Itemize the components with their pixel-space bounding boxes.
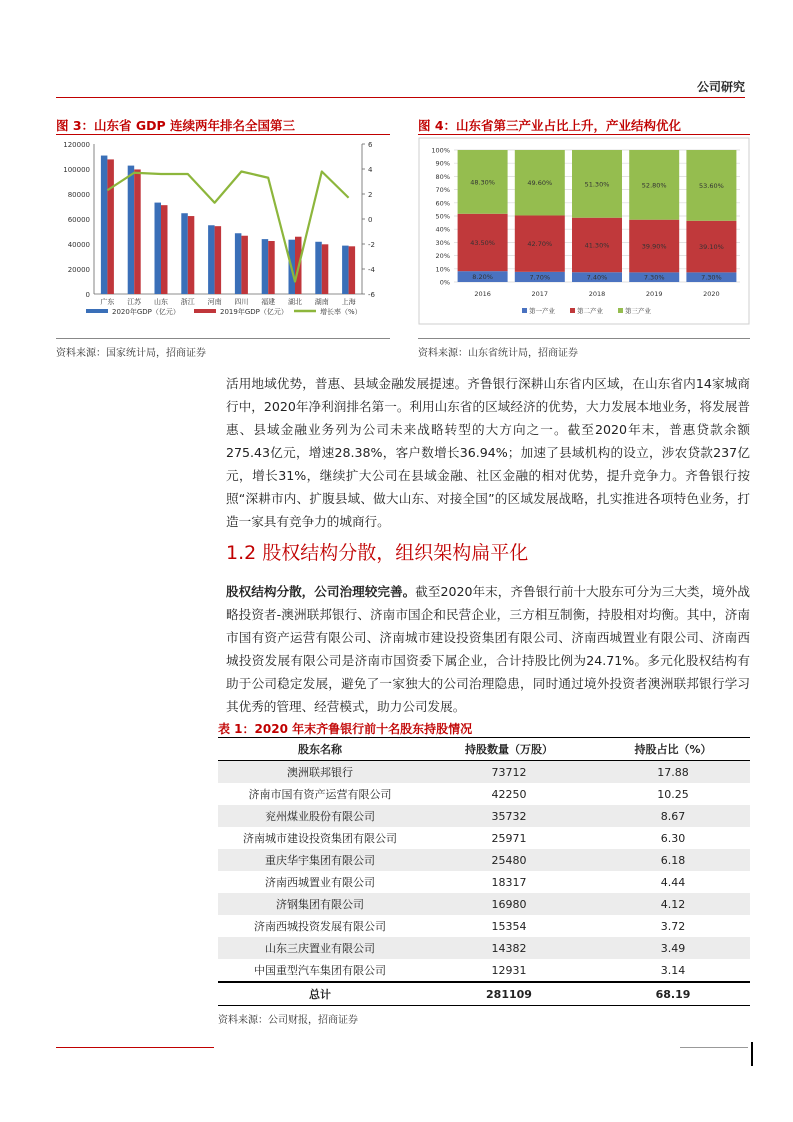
cell-name: 济南西城置业有限公司	[218, 871, 422, 893]
cell-ratio: 4.12	[596, 893, 750, 915]
legend-label: 增长率（%）	[320, 308, 362, 316]
segment-data-label: 49.60%	[527, 179, 553, 188]
figure3-growth-line	[107, 172, 348, 282]
x-tick-label: 四川	[234, 298, 249, 306]
segment-data-label: 8.20%	[472, 273, 493, 282]
x-tick-label: 浙江	[180, 298, 195, 306]
figure3-source-rule	[56, 338, 390, 339]
bar-2019	[322, 244, 329, 294]
cell-shares: 18317	[422, 871, 596, 893]
cell-name: 济南城市建设投资集团有限公司	[218, 827, 422, 849]
bar-2019	[215, 226, 222, 294]
bar-2020	[235, 233, 242, 294]
col-header-name: 股东名称	[218, 738, 422, 761]
cell-name: 山东三庆置业有限公司	[218, 937, 422, 959]
x-tick-label: 湖南	[314, 298, 329, 306]
bar-2020	[342, 246, 349, 294]
legend-label: 第一产业	[529, 307, 555, 315]
footer-left-rule	[56, 1047, 214, 1048]
x-tick-label: 广东	[100, 298, 115, 306]
total-shares: 281109	[422, 982, 596, 1006]
y-left-tick-label: 100000	[63, 166, 90, 174]
growth-rate-line	[107, 172, 348, 282]
segment-data-label: 52.80%	[641, 181, 667, 190]
table-row	[218, 959, 750, 982]
cell-shares: 42250	[422, 783, 596, 805]
cell-shares: 14382	[422, 937, 596, 959]
table-row	[218, 805, 750, 827]
table-row	[218, 827, 750, 849]
legend-swatch	[570, 308, 575, 313]
cell-shares: 25480	[422, 849, 596, 871]
table-row	[218, 849, 750, 871]
y-tick-label: 100%	[431, 146, 450, 155]
total-ratio: 68.19	[596, 982, 750, 1006]
cell-name: 兖州煤业股份有限公司	[218, 805, 422, 827]
cell-name: 济南市国有资产运营有限公司	[218, 783, 422, 805]
figure4-bars	[458, 150, 737, 282]
y-right-tick-label: -4	[368, 266, 375, 274]
table1-title: 表 1：2020 年末齐鲁银行前十名股东持股情况	[218, 722, 473, 736]
figure4-chart	[418, 136, 750, 326]
shareholders-table	[218, 737, 750, 1006]
cell-shares: 16980	[422, 893, 596, 915]
table-row	[218, 761, 750, 784]
bar-2020	[101, 156, 108, 294]
bar-2019	[107, 159, 114, 294]
table-row	[218, 871, 750, 893]
y-tick-label: 30%	[435, 238, 450, 247]
cell-shares: 15354	[422, 915, 596, 937]
footer-right-rule	[680, 1047, 748, 1048]
bar-2019	[349, 246, 356, 294]
y-right-tick-label: 0	[368, 216, 373, 224]
y-tick-label: 70%	[435, 186, 450, 195]
table-body	[218, 761, 750, 983]
figure3-bars	[101, 156, 355, 294]
x-tick-label: 2018	[588, 290, 606, 298]
x-tick-label: 福建	[261, 298, 276, 306]
cell-ratio: 6.30	[596, 827, 750, 849]
paragraph-2-lead: 股权结构分散，公司治理较完善。	[226, 584, 416, 599]
section-title: 1.2 股权结构分散，组织架构扁平化	[226, 542, 529, 564]
bar-2020	[262, 239, 269, 294]
cell-ratio: 10.25	[596, 783, 750, 805]
cell-name: 济钢集团有限公司	[218, 893, 422, 915]
paragraph-2-text: 截至2020年末，齐鲁银行前十大股东可分为三大类，境外战略投资者-澳洲联邦银行、济南市国企和民营企业，三方相互制衡，持股相对均衡。其中，济南市国有资产运营有限公司、济南城市建设投资集团有限公司、济南西城置业有限公司、济南西城投资发展有限公司是济南市国资委下属企业，合计持股比例为24.71%。多元化股权结构有助于公司稳定发展，避免了一家独大的公司治理隐患，同时通过境外投资者澳洲联邦银行学习其优秀的管理、经营模式，助力公司发展。	[226, 584, 750, 714]
y-left-tick-label: 60000	[67, 216, 90, 224]
y-tick-label: 60%	[435, 199, 450, 208]
cell-name: 澳洲联邦银行	[218, 761, 422, 784]
segment-data-label: 39.90%	[641, 242, 667, 251]
cell-name: 重庆华宇集团有限公司	[218, 849, 422, 871]
bar-2020	[128, 166, 135, 294]
cell-shares: 25971	[422, 827, 596, 849]
y-tick-label: 10%	[435, 265, 450, 274]
y-tick-label: 40%	[435, 225, 450, 234]
table-row	[218, 937, 750, 959]
y-tick-label: 50%	[435, 212, 450, 221]
bar-2020	[181, 213, 188, 294]
figure4-source-rule	[418, 338, 750, 339]
segment-data-label: 42.70%	[527, 240, 553, 249]
figure4-legend	[522, 306, 652, 315]
cell-name: 中国重型汽车集团有限公司	[218, 959, 422, 982]
legend-label: 第二产业	[577, 307, 603, 315]
legend-swatch	[618, 308, 623, 313]
figure3-title: 图 3：山东省 GDP 连续两年排名全国第三	[56, 118, 296, 133]
legend-label: 2020年GDP（亿元）	[112, 308, 180, 316]
segment-data-label: 53.60%	[699, 181, 724, 190]
figure4-title: 图 4：山东省第三产业占比上升，产业结构优化	[418, 118, 682, 133]
cell-ratio: 8.67	[596, 805, 750, 827]
segment-data-label: 7.70%	[529, 273, 551, 282]
col-header-shares: 持股数量（万股）	[422, 738, 596, 761]
cell-ratio: 4.44	[596, 871, 750, 893]
bar-2019	[161, 205, 168, 294]
segment-data-label: 7.40%	[586, 273, 608, 282]
x-tick-label: 2020	[703, 290, 720, 298]
page-marker-bar	[751, 1042, 753, 1066]
y-tick-label: 80%	[435, 172, 450, 181]
figure3-source: 资料来源：国家统计局，招商证券	[56, 348, 206, 359]
body-paragraph-2	[226, 580, 750, 718]
col-header-ratio: 持股占比（%）	[596, 738, 750, 761]
table-row	[218, 783, 750, 805]
x-tick-label: 湖北	[288, 298, 302, 306]
segment-data-label: 41.30%	[584, 241, 610, 250]
x-tick-label: 2016	[474, 290, 491, 298]
bar-2019	[188, 216, 195, 294]
y-right-tick-label: -2	[368, 241, 375, 249]
legend-swatch	[86, 309, 108, 313]
segment-data-label: 43.50%	[470, 238, 495, 247]
y-tick-label: 20%	[435, 252, 450, 261]
x-tick-label: 上海	[341, 298, 356, 306]
x-tick-label: 江苏	[127, 298, 142, 306]
figure3-legend	[86, 307, 362, 316]
figure3-chart	[56, 136, 392, 326]
y-right-tick-label: 4	[368, 166, 373, 174]
bar-2020	[155, 203, 162, 294]
legend-swatch	[522, 308, 527, 313]
report-category-label: 公司研究	[696, 80, 745, 94]
segment-data-label: 51.30%	[584, 180, 610, 189]
legend-swatch	[194, 309, 216, 313]
cell-ratio: 17.88	[596, 761, 750, 784]
body-paragraph-1	[226, 372, 750, 533]
segment-data-label: 48.30%	[470, 178, 495, 187]
legend-label: 2019年GDP（亿元）	[220, 308, 288, 316]
cell-ratio: 3.14	[596, 959, 750, 982]
y-right-tick-label: 6	[368, 141, 373, 149]
legend-label: 第三产业	[625, 307, 651, 315]
bar-2019	[134, 169, 141, 294]
table-header-row	[218, 738, 750, 761]
y-left-tick-label: 80000	[67, 191, 90, 199]
y-left-tick-label: 120000	[63, 141, 90, 149]
paragraph-1-text: 活用地域优势，普惠、县域金融发展提速。齐鲁银行深耕山东省内区域，在山东省内14家城商行中，2020年净利润排名第一。利用山东省的区域经济的优势，大力发展本地业务，将发展普惠、县域金融业务列为公司未来战略转型的大方向之一。截至2020年末，普惠贷款余额275.43亿元，增速28.38%，客户数增长36.94%；加速了县域机构的设立，涉农贷款237亿元，增长31%，继续扩大公司在县域金融、社区金融的相对优势，提升竞争力。齐鲁银行按照“深耕市内、扩腹县域、做大山东、对接全国”的区域发展战略，扎实推进各项特色业务，打造一家具有竞争力的城商行。	[226, 376, 750, 529]
x-tick-label: 2019	[645, 290, 663, 298]
cell-ratio: 6.18	[596, 849, 750, 871]
table-row	[218, 915, 750, 937]
cell-shares: 12931	[422, 959, 596, 982]
cell-name: 济南西城投资发展有限公司	[218, 915, 422, 937]
cell-ratio: 3.72	[596, 915, 750, 937]
bar-2019	[241, 236, 248, 294]
x-tick-label: 2017	[531, 290, 549, 298]
table-row	[218, 893, 750, 915]
cell-shares: 35732	[422, 805, 596, 827]
cell-shares: 73712	[422, 761, 596, 784]
segment-data-label: 7.30%	[643, 273, 665, 282]
y-tick-label: 90%	[435, 159, 450, 168]
table1-source: 资料来源：公司财报，招商证券	[218, 1015, 358, 1026]
segment-data-label: 39.10%	[699, 243, 724, 252]
bar-2019	[268, 241, 275, 294]
y-left-tick-label: 20000	[67, 266, 90, 274]
y-right-tick-label: 2	[368, 191, 373, 199]
bar-2020	[315, 242, 322, 294]
cell-ratio: 3.49	[596, 937, 750, 959]
y-left-tick-label: 40000	[67, 241, 90, 249]
segment-data-label: 7.30%	[701, 273, 722, 282]
figure3-title-rule	[56, 134, 390, 135]
bar-2020	[208, 225, 215, 294]
figure4-source: 资料来源：山东省统计局，招商证券	[418, 348, 578, 359]
y-left-tick-label: 0	[85, 291, 90, 299]
x-tick-label: 山东	[154, 298, 168, 306]
total-label: 总计	[218, 982, 422, 1006]
x-tick-label: 河南	[207, 298, 222, 306]
figure4-title-rule	[418, 134, 750, 135]
y-tick-label: 0%	[439, 278, 450, 287]
header-divider	[56, 97, 745, 98]
table-total-row	[218, 982, 750, 1006]
y-right-tick-label: -6	[368, 291, 375, 299]
